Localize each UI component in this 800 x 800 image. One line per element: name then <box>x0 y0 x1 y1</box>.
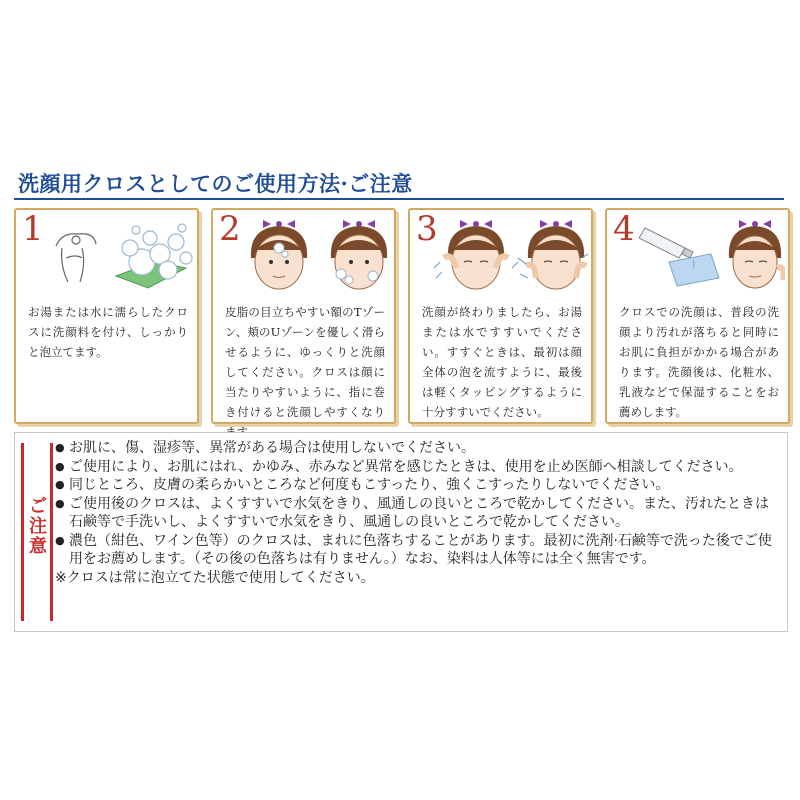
step-card-4 <box>605 208 790 424</box>
step-card-3 <box>408 208 593 424</box>
face-washing-illustration <box>233 218 391 292</box>
face-with-cloth-icon <box>251 220 307 289</box>
caution-item <box>55 532 779 569</box>
caution-note: ※クロスは常に泡立てた状態で使用してください。 <box>55 569 375 586</box>
step-number: 1 <box>22 209 44 249</box>
caution-list <box>55 439 779 587</box>
step-text: 皮脂の目立ちやすい額のTゾーン、頬のUゾーンを優しく滑らせるように、ゆっくりと洗顔してください。クロスは顔に当たりやすいように、指に巻き付けると洗顔しやすくなり <box>225 305 385 419</box>
step-number: 2 <box>219 209 241 249</box>
page-title: 洗顔用クロスとしてのご使用方法·ご注意 <box>18 171 413 196</box>
tapping-face-icon <box>518 220 588 289</box>
title-underline <box>14 198 784 200</box>
step-card-2 <box>211 208 396 424</box>
moisturized-face-icon <box>729 220 784 288</box>
foam-cloth-illustration <box>36 218 194 292</box>
step-card-1 <box>14 208 199 424</box>
steps-row <box>14 208 786 424</box>
lotion-bottle-icon <box>639 228 719 286</box>
bullet-icon: ● <box>55 533 65 547</box>
caution-item <box>55 495 779 532</box>
caution-panel <box>14 432 788 632</box>
step-text: クロスでの洗顔は、普段の洗顔より汚れが落ちると同時にお肌に負担がかかる場合があります。洗顔後は、化粧水、乳液などで保湿することをお薦めします。 <box>619 305 779 419</box>
bullet-icon: ● <box>55 441 65 454</box>
step-text: お湯または水に濡らしたクロスに洗顔料を付け、しっかりと泡立てます。 <box>28 305 188 359</box>
skincare-illustration <box>627 218 785 292</box>
foam-bubbles-icon <box>116 224 192 288</box>
caution-item-text: 同じところ、皮膚の柔らかいところなど何度もこすったり、強くこすったりしないでください。 <box>69 477 670 493</box>
caution-label: ご注意 <box>29 496 47 557</box>
caution-item-text: ご使用後のクロスは、よくすすいで水気をきり、風通しの良いところで乾かしてください。また、汚れたときは石鹸等で手洗いし、よくすすいで水気をきり、風通しの良いところで乾かしてください。 <box>69 495 769 530</box>
rinsing-illustration <box>430 218 588 292</box>
caution-item-text: 濃色（紺色、ワイン色等）のクロスは、まれに色落ちすることがあります。最初に洗剤·石鹸等で洗った後でご使用をお薦めします。（その後の色落ちは有りません。）なお、染料は人体等には全く無害です。 <box>69 532 772 567</box>
bullet-icon: ● <box>55 459 65 473</box>
caution-item <box>55 458 779 477</box>
caution-item <box>55 439 779 458</box>
caution-item-text: ご使用により、お肌にはれ、かゆみ、赤みなど異常を感じたときは、使用を止め医師へ相談してください。 <box>69 458 743 475</box>
foam-pump-bottle-icon <box>56 234 96 282</box>
title-bar <box>14 166 784 196</box>
step-number: 4 <box>613 209 635 249</box>
caution-item-text: お肌に、傷、湿疹等、異常がある場合は使用しないでください。 <box>69 440 475 456</box>
face-with-bubbles-icon <box>331 220 387 289</box>
rinsing-face-icon <box>434 220 518 289</box>
step-text: 洗顔が終わりましたら、お湯または水ですすいでください。すすぐときは、最初は顔全体の泡を流すように、最後は軽くタッピングするように十分すすいでください。 <box>422 305 582 419</box>
bullet-icon: ● <box>55 496 65 510</box>
caution-item <box>55 476 779 495</box>
caution-tab <box>21 443 53 621</box>
bullet-icon: ● <box>55 478 65 491</box>
step-number: 3 <box>416 209 438 249</box>
